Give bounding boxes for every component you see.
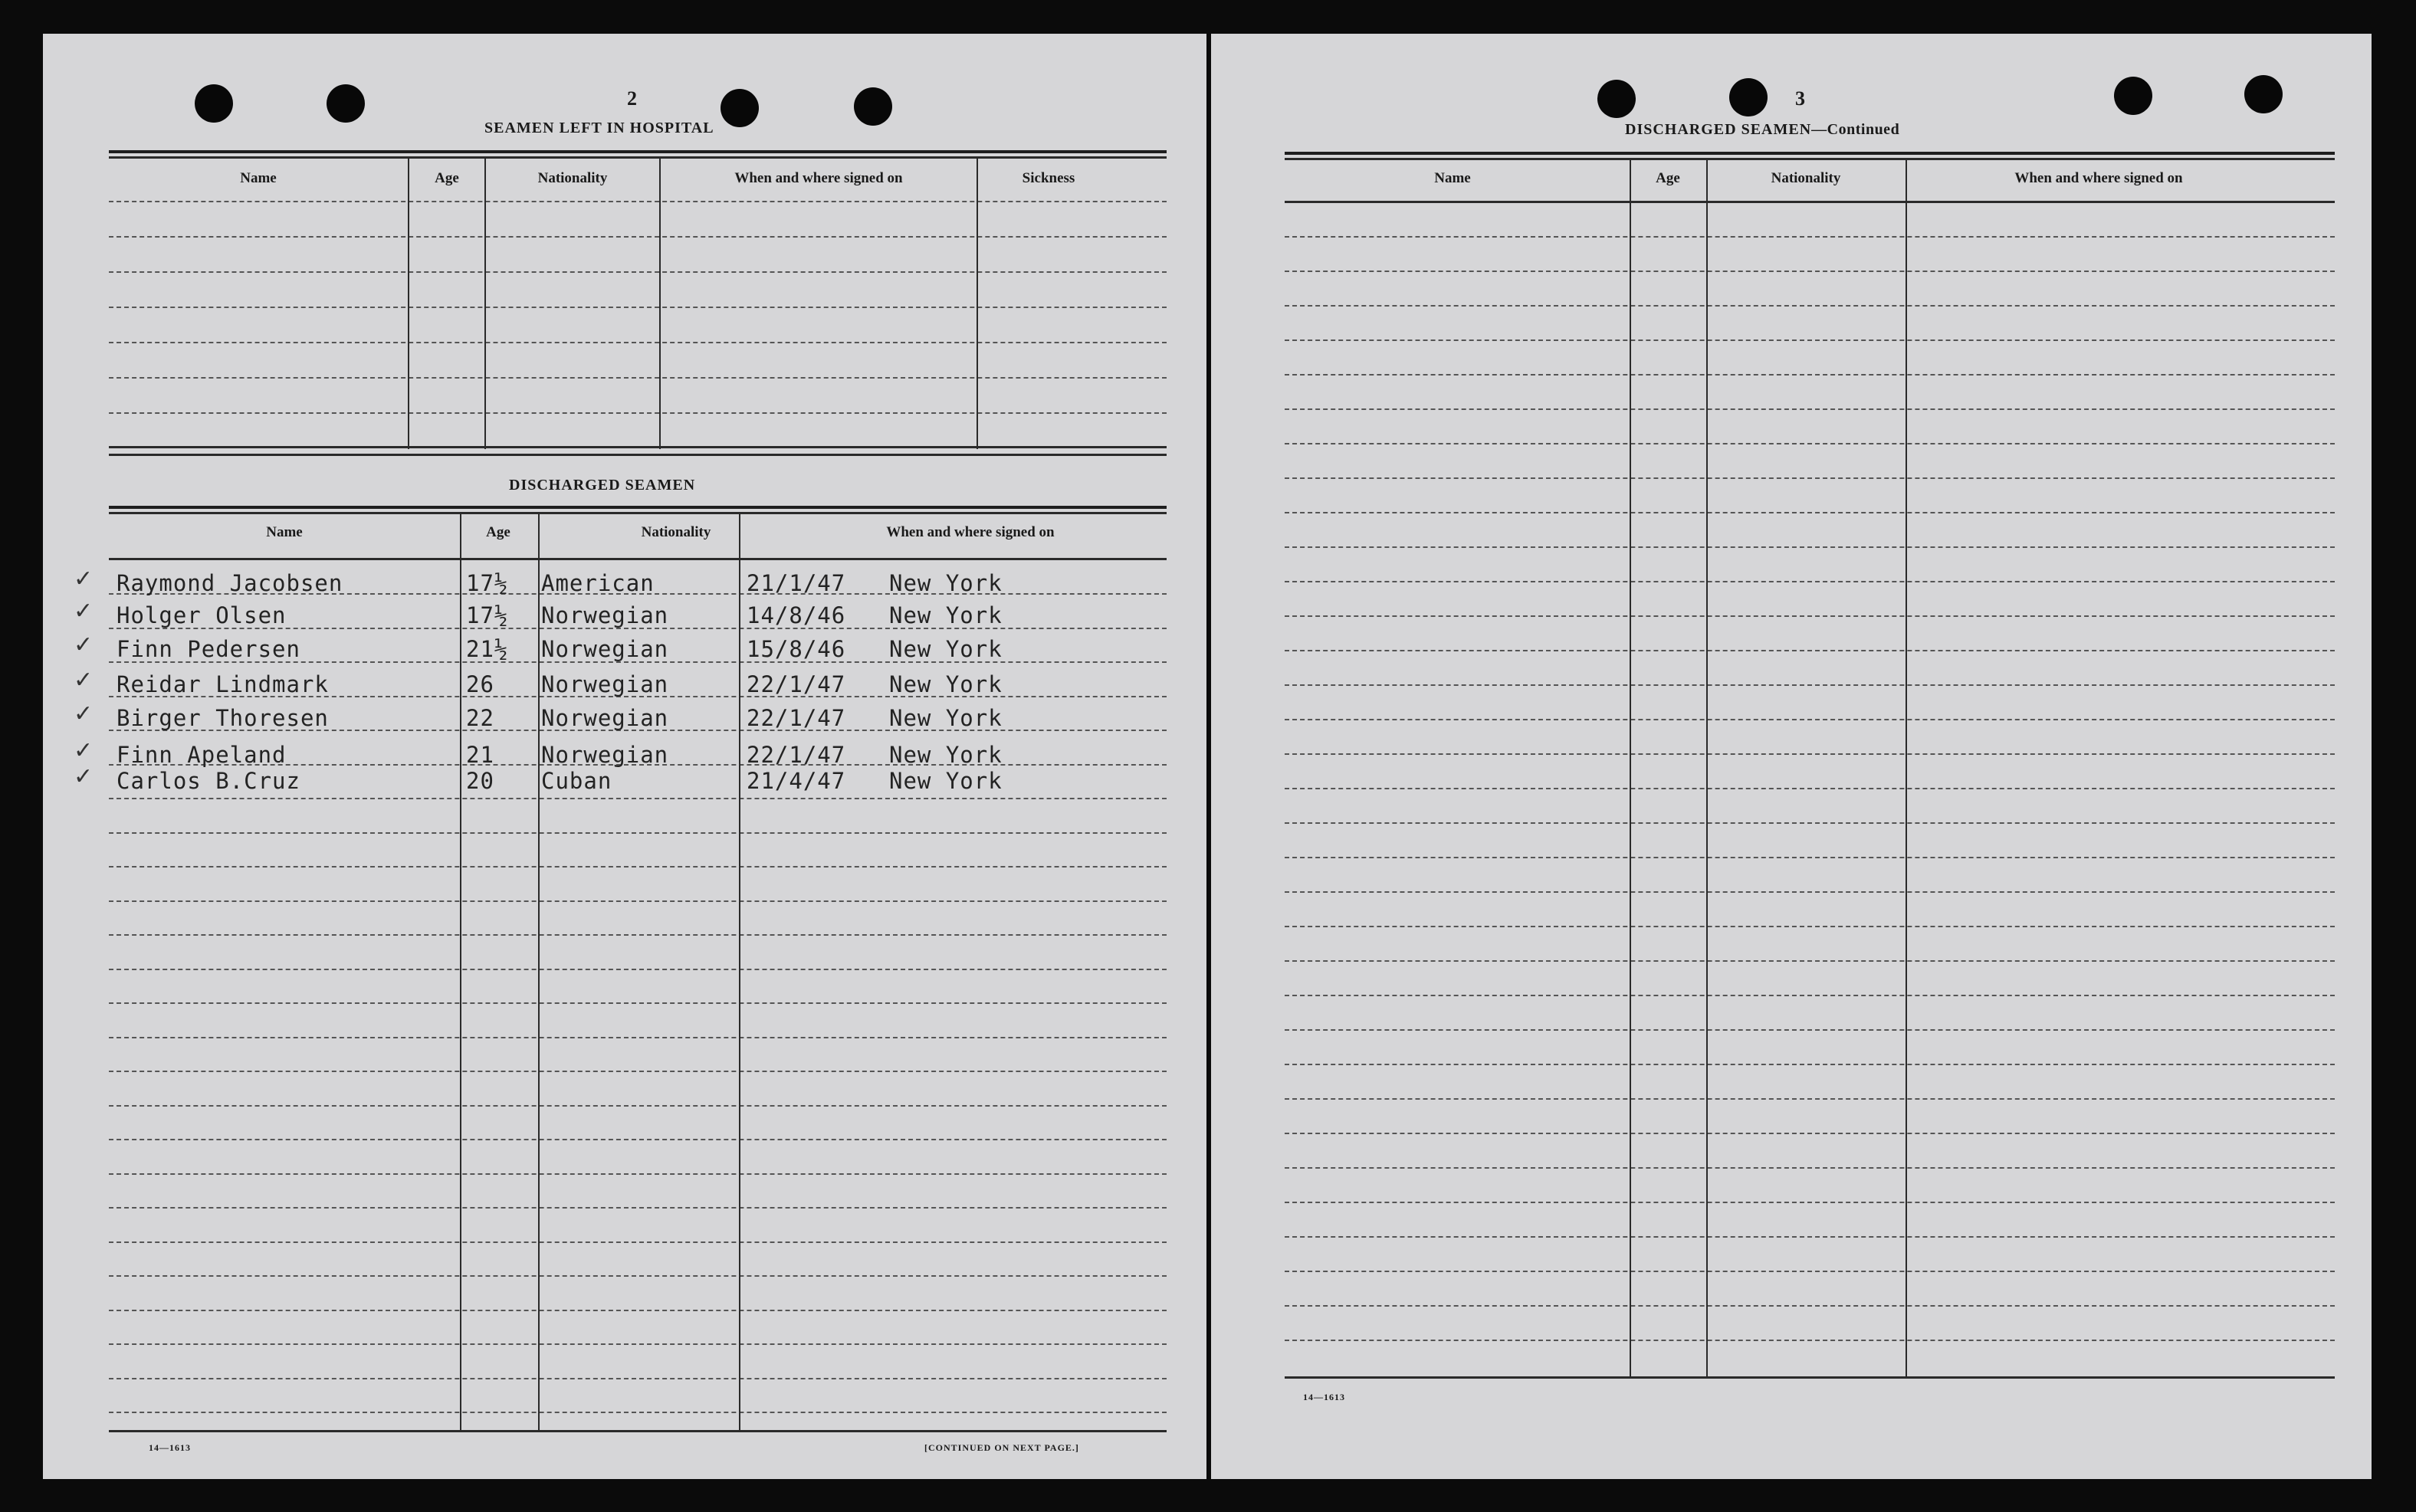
- seaman-name: Raymond Jacobsen: [117, 570, 343, 596]
- row-line: [109, 271, 1167, 273]
- row-line: [1285, 1340, 2335, 1341]
- column-divider: [538, 513, 540, 1430]
- row-line: [109, 934, 1167, 936]
- row-line: [1285, 1202, 2335, 1203]
- signed-on-place: New York: [889, 602, 1003, 628]
- row-line: [109, 1378, 1167, 1379]
- seaman-nationality: Norwegian: [541, 602, 669, 628]
- right-page: [1211, 34, 2372, 1479]
- row-line: [1285, 960, 2335, 962]
- row-line: [109, 1105, 1167, 1107]
- row-line: [1285, 719, 2335, 720]
- row-line: [1285, 615, 2335, 617]
- row-line: [109, 969, 1167, 970]
- row-line: [109, 1037, 1167, 1038]
- seaman-age: 21½: [466, 636, 509, 662]
- col-age: Age: [1656, 170, 1680, 186]
- row-line: [109, 1139, 1167, 1140]
- row-line: [1285, 995, 2335, 996]
- signed-on-place: New York: [889, 636, 1003, 662]
- row-line: [1285, 271, 2335, 272]
- row-line: [1285, 1271, 2335, 1272]
- row-line: [1285, 443, 2335, 444]
- row-line: [109, 900, 1167, 902]
- punch-hole: [721, 89, 759, 127]
- seaman-name: Holger Olsen: [117, 602, 287, 628]
- col-signed-on: When and where signed on: [2014, 170, 2183, 186]
- signed-on-place: New York: [889, 570, 1003, 596]
- seaman-name: Carlos B.Cruz: [117, 768, 300, 794]
- table-top-rule: [109, 150, 1167, 153]
- row-line: [1285, 891, 2335, 893]
- table-top-rule: [1285, 152, 2335, 155]
- column-divider: [1630, 159, 1631, 1378]
- check-mark: ✓: [74, 566, 94, 592]
- col-nationality: Nationality: [641, 524, 711, 540]
- seaman-age: 17½: [466, 570, 509, 596]
- row-line: [1285, 408, 2335, 410]
- row-line: [1285, 1236, 2335, 1238]
- check-mark: ✓: [74, 598, 94, 625]
- column-divider: [1706, 159, 1708, 1378]
- discharged-section-title: DISCHARGED SEAMEN: [509, 477, 696, 494]
- seaman-age: 20: [466, 768, 494, 794]
- seaman-age: 22: [466, 705, 494, 731]
- seaman-name: Finn Pedersen: [117, 636, 300, 662]
- row-line: [109, 1275, 1167, 1277]
- row-line: [109, 1241, 1167, 1243]
- row-line: [1285, 822, 2335, 824]
- row-line: [109, 201, 1167, 202]
- seaman-age: 26: [466, 671, 494, 697]
- hospital-section-title: SEAMEN LEFT IN HOSPITAL: [484, 120, 714, 136]
- column-divider: [659, 158, 661, 449]
- row-line: [1285, 305, 2335, 307]
- table-bottom-rule: [109, 446, 1167, 448]
- col-age: Age: [486, 524, 510, 540]
- seaman-age: 17½: [466, 602, 509, 628]
- punch-hole: [2114, 77, 2152, 115]
- row-line: [109, 1071, 1167, 1072]
- table-rule: [109, 512, 1167, 514]
- row-line: [109, 377, 1167, 379]
- punch-hole: [1597, 80, 1636, 118]
- row-line: [1285, 684, 2335, 686]
- page-title-suffix: —Continued: [1811, 121, 1900, 138]
- row-line: [109, 1207, 1167, 1209]
- row-line: [1285, 581, 2335, 582]
- page-number: 3: [1795, 87, 1805, 110]
- column-divider: [1906, 159, 1907, 1378]
- row-line: [1285, 788, 2335, 789]
- row-line: [1285, 1098, 2335, 1100]
- seaman-nationality: Norwegian: [541, 742, 669, 768]
- row-line: [1285, 374, 2335, 376]
- col-signed-on: When and where signed on: [734, 170, 903, 186]
- row-line: [1285, 236, 2335, 238]
- check-mark: ✓: [74, 700, 94, 727]
- signed-on-place: New York: [889, 705, 1003, 731]
- col-signed-on: When and where signed on: [886, 524, 1055, 540]
- page-title-main: DISCHARGED SEAMEN: [1625, 121, 1812, 138]
- column-divider: [739, 513, 740, 1430]
- signed-on-place: New York: [889, 742, 1003, 768]
- row-line: [109, 1343, 1167, 1345]
- row-line: [109, 1412, 1167, 1413]
- row-line: [1285, 1133, 2335, 1134]
- column-divider: [977, 158, 978, 449]
- col-sickness: Sickness: [1022, 170, 1075, 186]
- signed-on-date: 21/4/47: [747, 768, 846, 794]
- table-rule: [1285, 158, 2335, 160]
- seaman-nationality: Cuban: [541, 768, 612, 794]
- seaman-nationality: Norwegian: [541, 671, 669, 697]
- row-line: [1285, 546, 2335, 548]
- signed-on-place: New York: [889, 671, 1003, 697]
- header-rule: [1285, 201, 2335, 203]
- col-name: Name: [240, 170, 277, 186]
- form-number: 14—1613: [149, 1442, 191, 1453]
- column-divider: [408, 158, 409, 449]
- col-nationality: Nationality: [537, 170, 608, 186]
- punch-hole: [195, 84, 233, 123]
- signed-on-place: New York: [889, 768, 1003, 794]
- punch-hole: [327, 84, 365, 123]
- row-line: [109, 1173, 1167, 1175]
- row-line: [109, 1002, 1167, 1004]
- row-line: [1285, 1029, 2335, 1031]
- table-top-rule: [109, 506, 1167, 509]
- page-number: 2: [627, 87, 637, 110]
- punch-hole: [854, 87, 892, 126]
- row-line: [109, 832, 1167, 834]
- column-divider: [460, 513, 461, 1430]
- seaman-name: Birger Thoresen: [117, 705, 329, 731]
- row-line: [109, 866, 1167, 868]
- row-line: [109, 1310, 1167, 1311]
- header-rule: [109, 558, 1167, 560]
- table-bottom-rule: [1285, 1376, 2335, 1379]
- signed-on-date: 22/1/47: [747, 742, 846, 768]
- table-bottom-rule: [109, 1430, 1167, 1432]
- table-rule: [109, 156, 1167, 159]
- row-line: [1285, 1305, 2335, 1307]
- row-line: [1285, 339, 2335, 341]
- seaman-age: 21: [466, 742, 494, 768]
- signed-on-date: 22/1/47: [747, 671, 846, 697]
- row-line: [1285, 1064, 2335, 1065]
- seaman-nationality: Norwegian: [541, 705, 669, 731]
- page-title: [1625, 121, 1899, 139]
- row-line: [1285, 857, 2335, 858]
- row-line: [109, 236, 1167, 238]
- row-line: [109, 342, 1167, 343]
- row-line: [109, 798, 1167, 799]
- row-line: [1285, 650, 2335, 651]
- form-number: 14—1613: [1303, 1392, 1345, 1402]
- row-line: [1285, 1167, 2335, 1169]
- signed-on-date: 15/8/46: [747, 636, 846, 662]
- col-name: Name: [266, 524, 303, 540]
- col-age: Age: [435, 170, 459, 186]
- col-name: Name: [1434, 170, 1471, 186]
- check-mark: ✓: [74, 631, 94, 658]
- punch-hole: [1729, 78, 1768, 116]
- row-line: [1285, 753, 2335, 755]
- row-line: [1285, 477, 2335, 479]
- row-line: [109, 412, 1167, 414]
- seaman-nationality: Norwegian: [541, 636, 669, 662]
- left-page: [43, 34, 1206, 1479]
- check-mark: ✓: [74, 763, 94, 790]
- signed-on-date: 14/8/46: [747, 602, 846, 628]
- table-bottom-rule: [109, 454, 1167, 456]
- row-line: [109, 307, 1167, 308]
- check-mark: ✓: [74, 667, 94, 694]
- seaman-name: Reidar Lindmark: [117, 671, 329, 697]
- signed-on-date: 21/1/47: [747, 570, 846, 596]
- column-divider: [484, 158, 486, 449]
- continued-note: [CONTINUED ON NEXT PAGE.]: [924, 1442, 1079, 1453]
- col-nationality: Nationality: [1771, 170, 1841, 186]
- row-line: [1285, 926, 2335, 927]
- punch-hole: [2244, 75, 2283, 113]
- check-mark: ✓: [74, 737, 94, 764]
- row-line: [1285, 512, 2335, 513]
- seaman-name: Finn Apeland: [117, 742, 287, 768]
- signed-on-date: 22/1/47: [747, 705, 846, 731]
- seaman-nationality: American: [541, 570, 655, 596]
